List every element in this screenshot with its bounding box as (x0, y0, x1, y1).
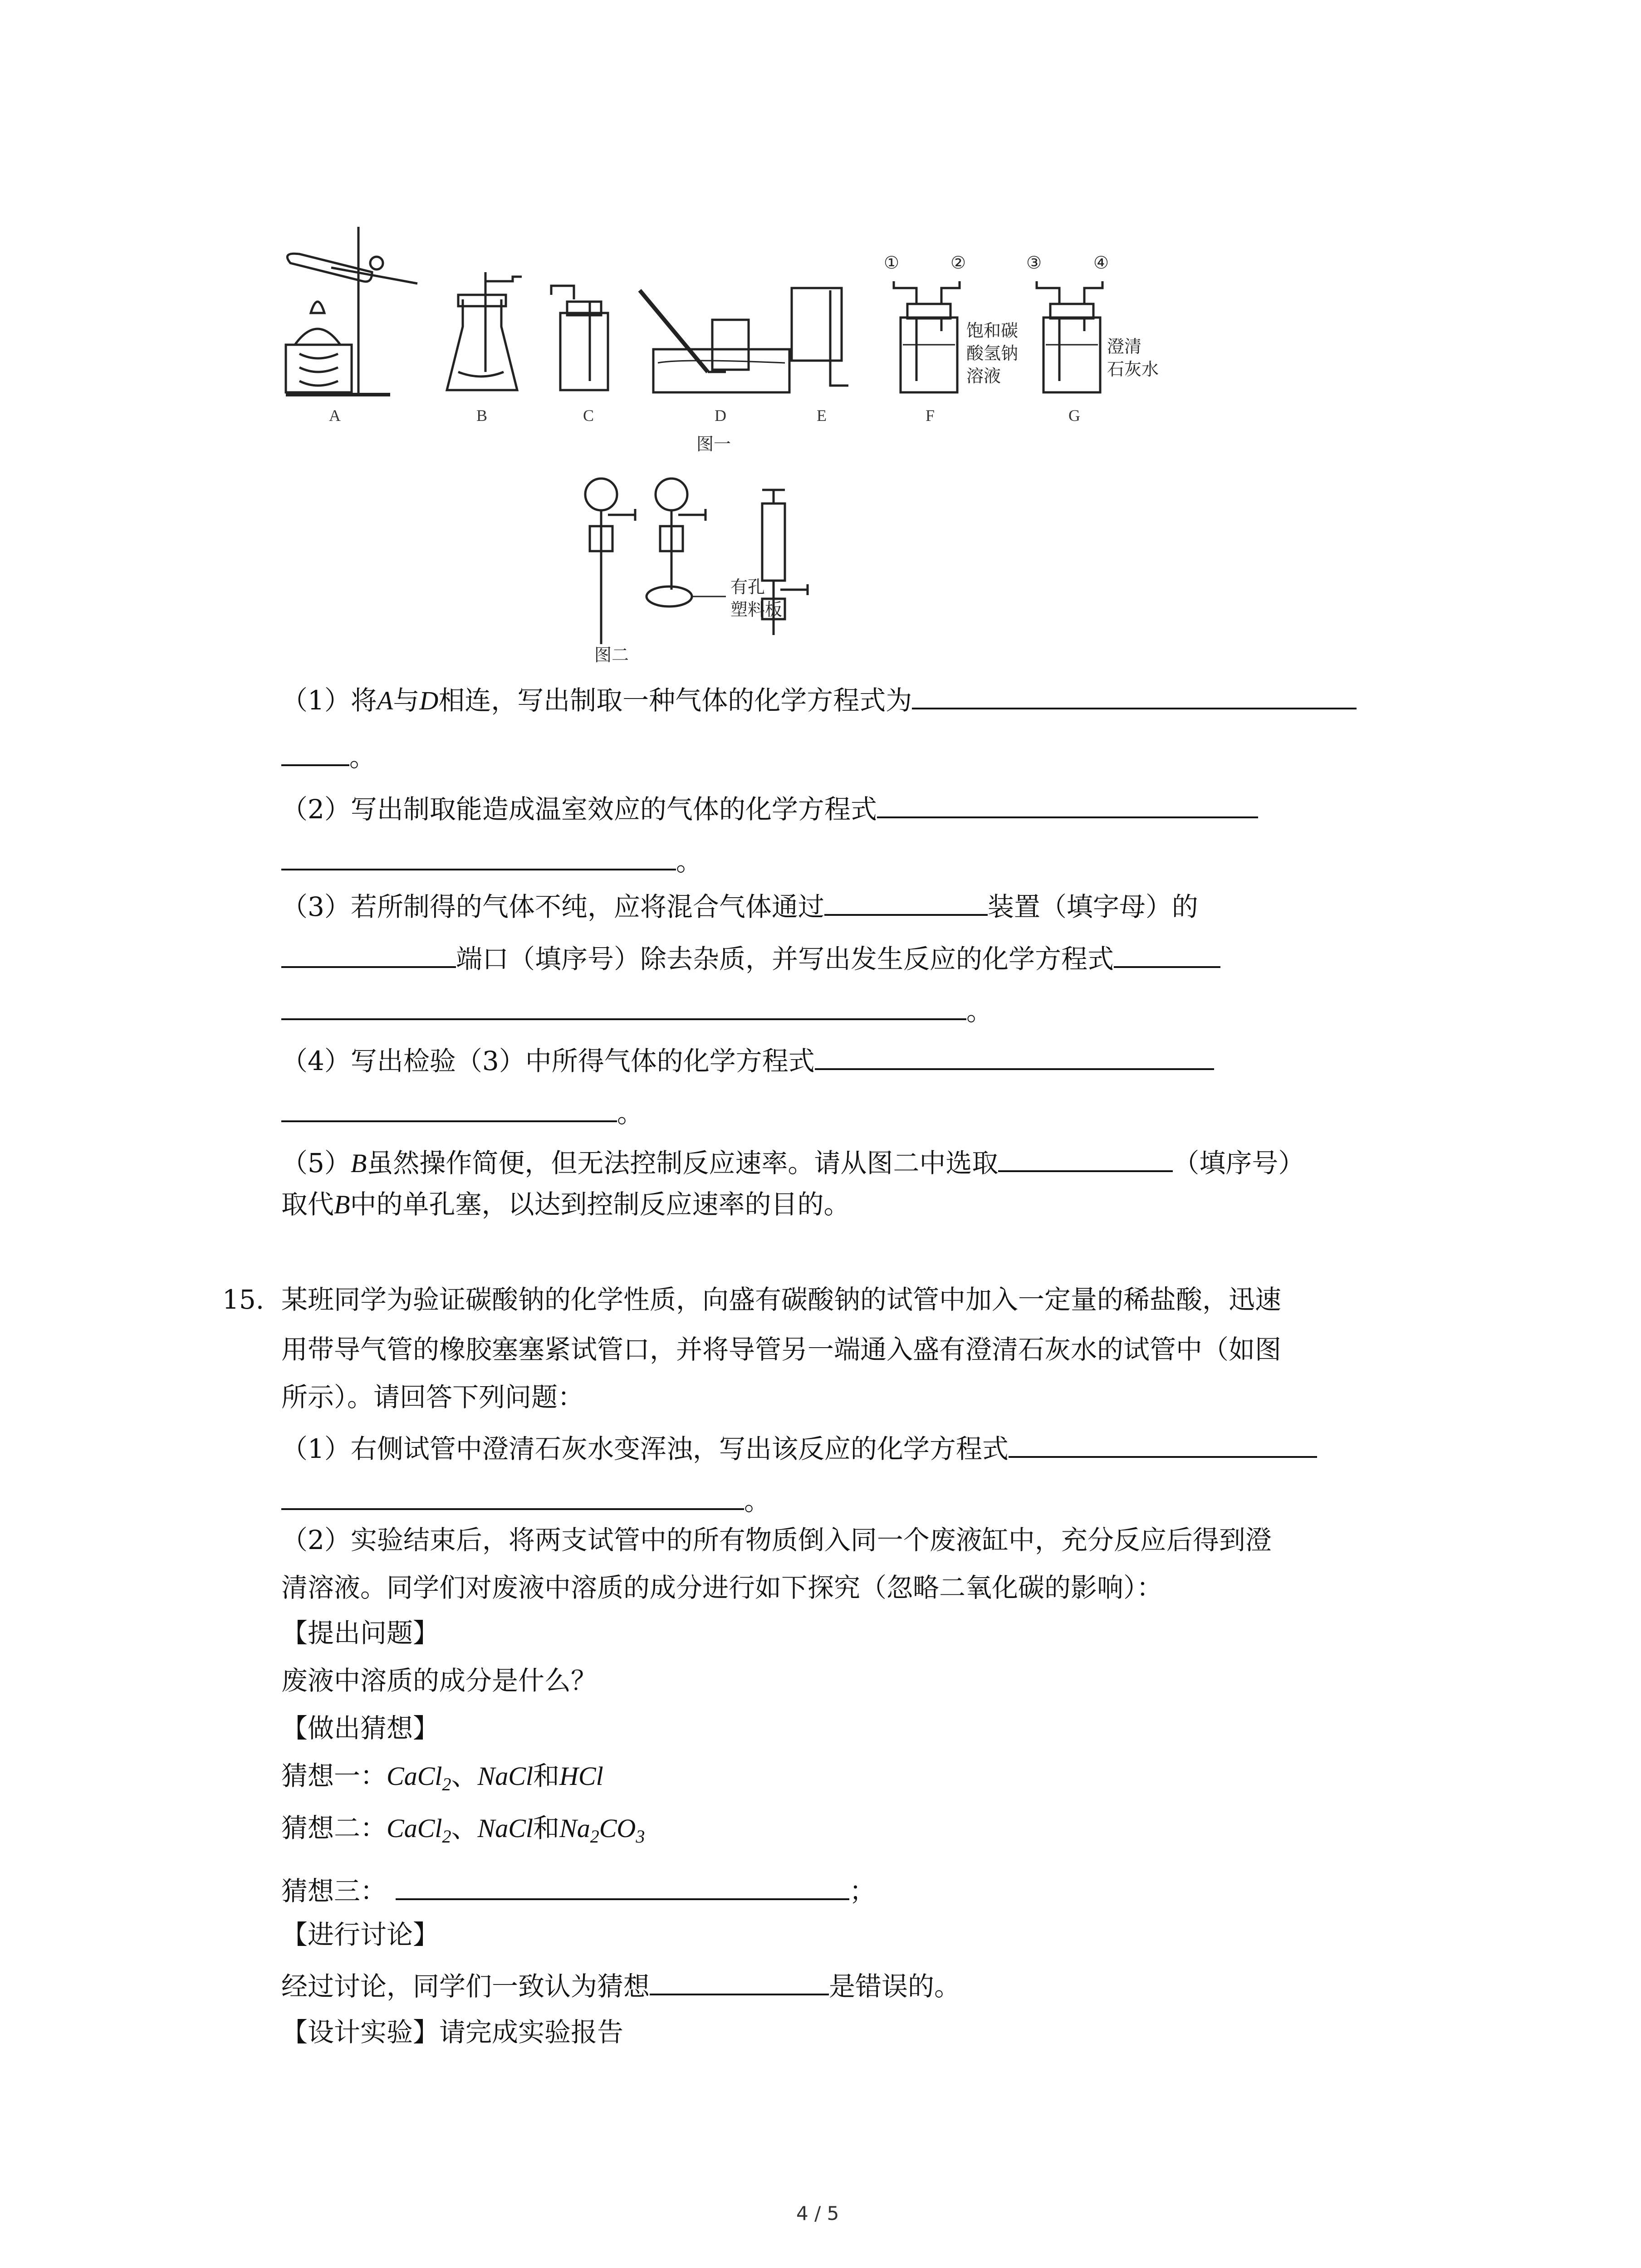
fig1-label-f: F (926, 406, 935, 425)
f-solution-line-3: 溶液 (966, 366, 1001, 386)
q14-p1-answer-blank-cont[interactable] (281, 737, 349, 766)
q15-number: 15. (222, 1284, 265, 1315)
q14-p3-equation-blank[interactable] (1114, 939, 1220, 968)
g-solution-line-2: 石灰水 (1107, 359, 1159, 379)
q14-part4-line2: 。 (281, 1093, 643, 1131)
port-label-2: ② (950, 253, 966, 273)
hypothesis-2: 猜想二：CaCl$_2$、NaCl和$Na_2CO_3$ (281, 1813, 645, 1847)
q14-p2-answer-blank[interactable] (877, 789, 1258, 818)
q14-part1-line2: 。 (281, 737, 376, 775)
fig1-label-e: E (817, 406, 827, 425)
fig1-label-d: D (715, 406, 726, 425)
q14-p1-answer-blank[interactable] (912, 680, 1357, 709)
q15-part2-line2: 清溶液。同学们对废液中溶质的成分进行如下探究（忽略二氧化碳的影响）： (281, 1572, 1163, 1603)
page-number: 4 / 5 (796, 2202, 839, 2224)
q14-p3-port-blank[interactable] (281, 939, 456, 968)
q15-stem-line1: 某班同学为验证碳酸钠的化学性质，向盛有碳酸钠的试管中加入一定量的稀盐酸，迅速 (281, 1284, 1282, 1315)
hypothesis-1: 猜想一：CaCl$_2$、NaCl和HCl (281, 1760, 603, 1794)
q14-part2-line1: （2）写出制取能造成温室效应的气体的化学方程式 (281, 789, 1258, 827)
q14-part5-line1: （5）B虽然操作简便，但无法控制反应速率。请从图二中选取 （填序号） (281, 1143, 1304, 1182)
q14-p3-equation-blank-cont[interactable] (281, 991, 966, 1020)
q14-part2-line2: 。 (281, 841, 702, 880)
q15-part1-line2: 。 (281, 1481, 770, 1519)
port-label-3: ③ (1026, 253, 1042, 273)
q15-p1-answer-blank-cont[interactable] (281, 1481, 744, 1510)
fig1-caption: 图一 (696, 434, 731, 454)
port-label-4: ④ (1093, 253, 1109, 273)
fig1-label-a: A (329, 406, 341, 425)
wrong-hypothesis-blank[interactable] (650, 1966, 829, 1995)
q14-part3-line2: 端口（填序号）除去杂质，并写出发生反应的化学方程式 (281, 939, 1220, 977)
q14-p4-answer-blank[interactable] (815, 1041, 1214, 1070)
plate-label-line-1: 有孔 (730, 577, 765, 597)
q14-p2-answer-blank-cont[interactable] (281, 841, 676, 870)
fig2-caption: 图二 (594, 645, 629, 665)
fig1-label-b: B (476, 406, 488, 425)
fig1-label-c: C (583, 406, 594, 425)
hypothesis-3-answer-blank[interactable] (396, 1871, 849, 1900)
plate-label-line-2: 塑料板 (730, 600, 783, 620)
q14-p3-device-blank[interactable] (824, 887, 988, 916)
f-solution-line-1: 饱和碳 (966, 321, 1019, 341)
q15-stem-line2: 用带导气管的橡胶塞塞紧试管口，并将导管另一端通入盛有澄清石灰水的试管中（如图 (281, 1334, 1282, 1365)
q14-p4-answer-blank-cont[interactable] (281, 1093, 617, 1122)
f-solution-line-2: 酸氢钠 (966, 343, 1019, 363)
fig1-label-g: G (1068, 406, 1080, 425)
q14-p5-answer-blank[interactable] (998, 1143, 1173, 1172)
q15-stem-line3: 所示）。请回答下列问题： (281, 1382, 584, 1413)
q15-part1-line1: （1）右侧试管中澄清石灰水变浑浊，写出该反应的化学方程式 (281, 1429, 1317, 1467)
q14-part3-line1: （3）若所制得的气体不纯，应将混合气体通过 装置（填字母）的 (281, 887, 1198, 925)
discussion-sentence: 经过讨论，同学们一致认为猜想 是错误的。 (281, 1966, 960, 2004)
heading-hypothesis: 【做出猜想】 (281, 1713, 440, 1744)
port-label-1: ① (884, 253, 900, 273)
research-question: 废液中溶质的成分是什么？ (281, 1665, 598, 1696)
q15-part2-line1: （2）实验结束后，将两支试管中的所有物质倒入同一个废液缸中，充分反应后得到澄 (281, 1525, 1272, 1555)
q14-part5-line2: 取代B中的单孔塞，以达到控制反应速率的目的。 (281, 1189, 850, 1220)
apparatus-diagram-2 (0, 0, 1641, 680)
q15-p1-answer-blank[interactable] (1009, 1429, 1317, 1458)
heading-discussion: 【进行讨论】 (281, 1919, 440, 1950)
q14-part4-line1: （4）写出检验（3）中所得气体的化学方程式 (281, 1041, 1214, 1079)
q14-part1-line1: （1）将A与D相连，写出制取一种气体的化学方程式为 (281, 680, 1357, 719)
q14-part3-line3: 。 (281, 991, 993, 1029)
hypothesis-3: 猜想三： ； (281, 1871, 876, 1909)
heading-propose-question: 【提出问题】 (281, 1618, 440, 1648)
g-solution-line-1: 澄清 (1107, 337, 1142, 357)
heading-design-experiment: 【设计实验】请完成实验报告 (281, 2017, 624, 2048)
